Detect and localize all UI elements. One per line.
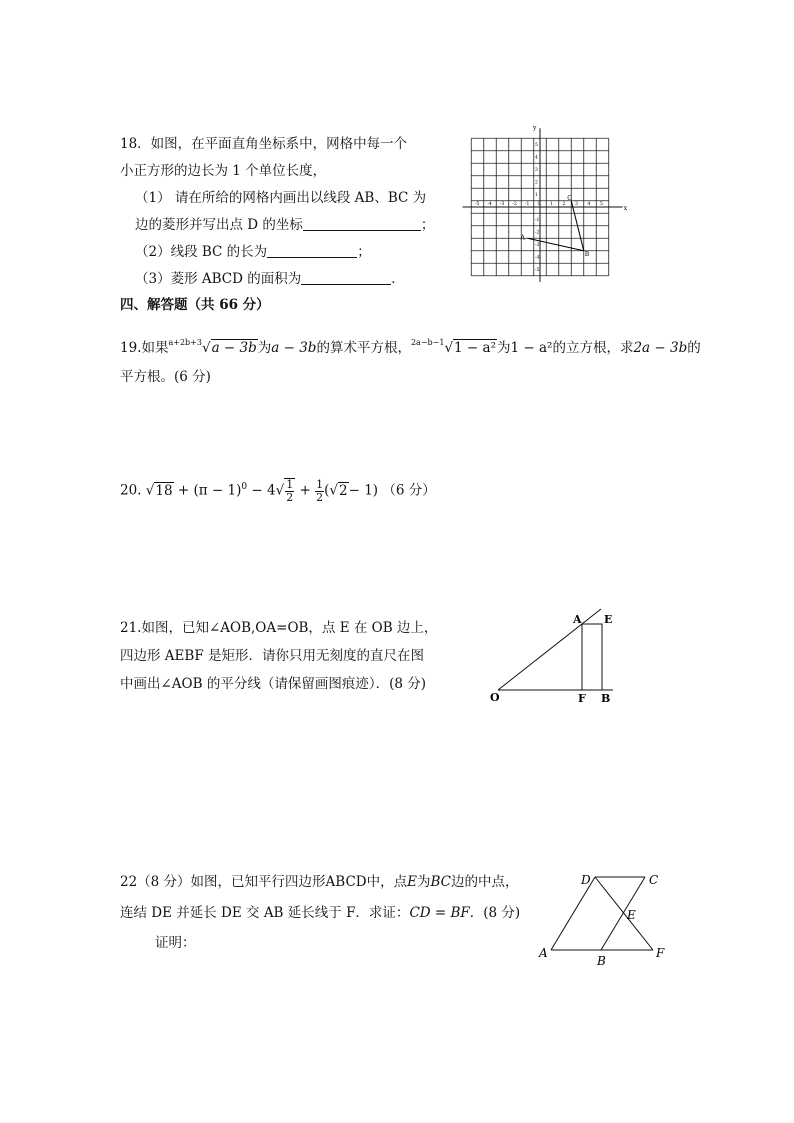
q18-part3-end: ． xyxy=(391,271,405,287)
q22-text-b: 为 xyxy=(417,874,431,890)
label-c: C xyxy=(649,873,659,887)
x-tick-label: -1 xyxy=(525,202,530,207)
q20-score: （6 分） xyxy=(382,482,436,499)
label-e: E xyxy=(627,908,636,922)
q20-prefix: 20. xyxy=(120,482,142,499)
y-tick-label: 5 xyxy=(535,143,538,148)
q18-part3 xyxy=(135,270,405,288)
q21-line3: 中画出∠AOB 的平分线（请保留画图痕迹）．(8 分) xyxy=(120,676,427,692)
q19-line2: 平方根。(6 分) xyxy=(120,369,211,385)
q22-figure xyxy=(535,868,675,968)
q19-radicand-2: 1 − a² xyxy=(454,340,496,356)
q18-line1: 18．如图，在平面直角坐标系中，网格中每一个 xyxy=(120,136,408,152)
label-f: F xyxy=(578,692,586,705)
rectangle-aebf xyxy=(582,624,602,690)
coordinate-grid xyxy=(460,125,640,280)
q21-figure xyxy=(485,605,625,705)
q20-term-pi: + (π − 1) xyxy=(177,482,242,499)
label-a: A xyxy=(573,613,582,626)
section-header: 四、解答题（共 66 分） xyxy=(120,297,270,313)
x-tick-label: 3 xyxy=(575,202,578,207)
label-d: D xyxy=(581,873,591,887)
q20-frac-2-num: 1 xyxy=(316,477,324,491)
q20-frac-2 xyxy=(315,479,324,504)
q20-expression: 20. $√18 + (\pi - 1)^0 - 4√$ $\frac{1}{2}$ + $\frac{1}{2}$ (√2− 1) （6 分） xyxy=(120,477,436,504)
side-ad xyxy=(551,877,595,950)
x-tick-label: 1 xyxy=(550,202,553,207)
x-tick-label: 2 xyxy=(562,202,566,207)
q22-proof-label: 证明： xyxy=(155,935,196,951)
point-c-label: C xyxy=(567,194,572,202)
y-axis-label: y xyxy=(533,124,537,132)
q19-expr-1: a − 3b xyxy=(271,340,317,356)
answer-blank-area[interactable] xyxy=(301,270,391,285)
x-tick-label: 0 xyxy=(537,202,541,207)
y-tick-label: 3 xyxy=(535,168,538,173)
q22-text-d: 连结 DE 并延长 DE 交 AB 延长线于 F．求证： xyxy=(120,905,410,921)
x-axis-label: x xyxy=(623,205,628,212)
ray-oa xyxy=(498,609,601,690)
q19-line1: 19.如果$^{a+2b+3}$√a − 3b为a − 3b的算术平方根，$^{2a-b-1}$√1 − a²为1 − a²的立方根，求2a − 3b的 xyxy=(120,338,701,356)
y-tick-label: -3 xyxy=(535,243,540,248)
answer-blank-bc[interactable] xyxy=(267,243,357,258)
x-tick-label: -5 xyxy=(475,202,480,207)
q22-equation: CD = BF xyxy=(409,905,470,921)
line-df xyxy=(595,877,653,950)
q18-part2-end: ； xyxy=(357,244,371,260)
q18-part1-text: 边的菱形并写出点 D 的坐标 xyxy=(135,217,303,233)
q18-part2 xyxy=(135,243,371,261)
q18-part1-cont xyxy=(135,216,434,234)
q19-radicand-1: a − 3b xyxy=(211,340,257,356)
y-tick-label: -4 xyxy=(535,255,540,261)
label-e: E xyxy=(604,613,613,626)
side-cb xyxy=(601,877,645,950)
q22-text-a: 22（8 分）如图，已知平行四边形ABCD中，点 xyxy=(120,874,408,890)
x-tick-label: -2 xyxy=(512,202,517,207)
q20-minus-1: − 1) xyxy=(348,482,379,499)
q21-line1: 21.如图，已知∠AOB,OA=OB，点 E 在 OB 边上， xyxy=(120,620,438,636)
q19-text-b: 的算术平方根， xyxy=(316,340,411,356)
q19-text-d: 的立方根，求 xyxy=(552,340,634,356)
label-b: B xyxy=(601,692,611,705)
q22-line2 xyxy=(120,904,520,922)
q19-root-index-2: 2a−b−1 xyxy=(410,338,445,347)
x-tick-label: -4 xyxy=(487,202,492,207)
q21-line2: 四边形 AEBF 是矩形．请你只用无刻度的直尺在图 xyxy=(120,648,424,664)
q18-line2: 小正方形的边长为 1 个单位长度， xyxy=(120,163,327,179)
q20-frac-2-den: 2 xyxy=(316,490,324,504)
q22-text-e: ．(8 分) xyxy=(469,905,521,921)
x-tick-label: 5 xyxy=(600,202,603,207)
q19-text-a: 为 xyxy=(257,340,272,356)
q20-exponent: 0 xyxy=(241,482,248,492)
q19-prefix: 19.如果 xyxy=(120,340,169,356)
q19-text-c: 为 xyxy=(497,340,511,356)
label-a: A xyxy=(539,946,548,960)
y-tick-label: -2 xyxy=(535,230,540,236)
q20-sqrt-18: 18 xyxy=(155,482,173,499)
y-tick-label: -5 xyxy=(535,268,540,273)
q20-frac-1-den: 2 xyxy=(286,491,294,504)
x-tick-label: -3 xyxy=(500,202,505,207)
q18-part1-end: ； xyxy=(420,217,435,233)
q20-frac-1-num: 1 xyxy=(286,478,294,491)
q20-frac-1 xyxy=(284,478,295,504)
y-tick-label: 4 xyxy=(535,155,538,161)
q22-text-c: 边的中点， xyxy=(451,874,519,890)
q19-expr-3: 2a − 3b xyxy=(633,340,688,356)
label-b: B xyxy=(597,954,606,968)
label-f: F xyxy=(656,946,665,960)
q20-term-4: − 4 xyxy=(251,482,276,499)
q19-root-index-1: a+2b+3 xyxy=(168,338,202,347)
q19-text-e: 的 xyxy=(687,340,701,356)
point-b-label: B xyxy=(584,250,590,258)
q20-plus: + xyxy=(299,482,311,499)
y-tick-label: 1 xyxy=(535,193,538,198)
q18-part2-text: （2）线段 BC 的长为 xyxy=(135,244,268,260)
point-a-label: A xyxy=(520,234,525,242)
q18-part3-text: （3）菱形 ABCD 的面积为 xyxy=(135,271,302,287)
q20-sqrt-2: 2 xyxy=(339,482,348,499)
label-o: O xyxy=(490,691,500,704)
answer-blank-d[interactable] xyxy=(303,216,421,231)
y-tick-label: -1 xyxy=(535,218,540,223)
q22-segment-bc: BC xyxy=(430,874,452,890)
q20-paren: ( xyxy=(324,482,330,499)
y-tick-label: 2 xyxy=(535,180,538,186)
q18-part1: （1） 请在所给的网格内画出以线段 AB、BC 为 xyxy=(135,190,427,206)
q22-line1 xyxy=(120,873,519,891)
q22-point-e: E xyxy=(407,874,417,890)
x-tick-label: 4 xyxy=(587,202,591,207)
q19-expr-2: 1 − a² xyxy=(510,340,553,356)
